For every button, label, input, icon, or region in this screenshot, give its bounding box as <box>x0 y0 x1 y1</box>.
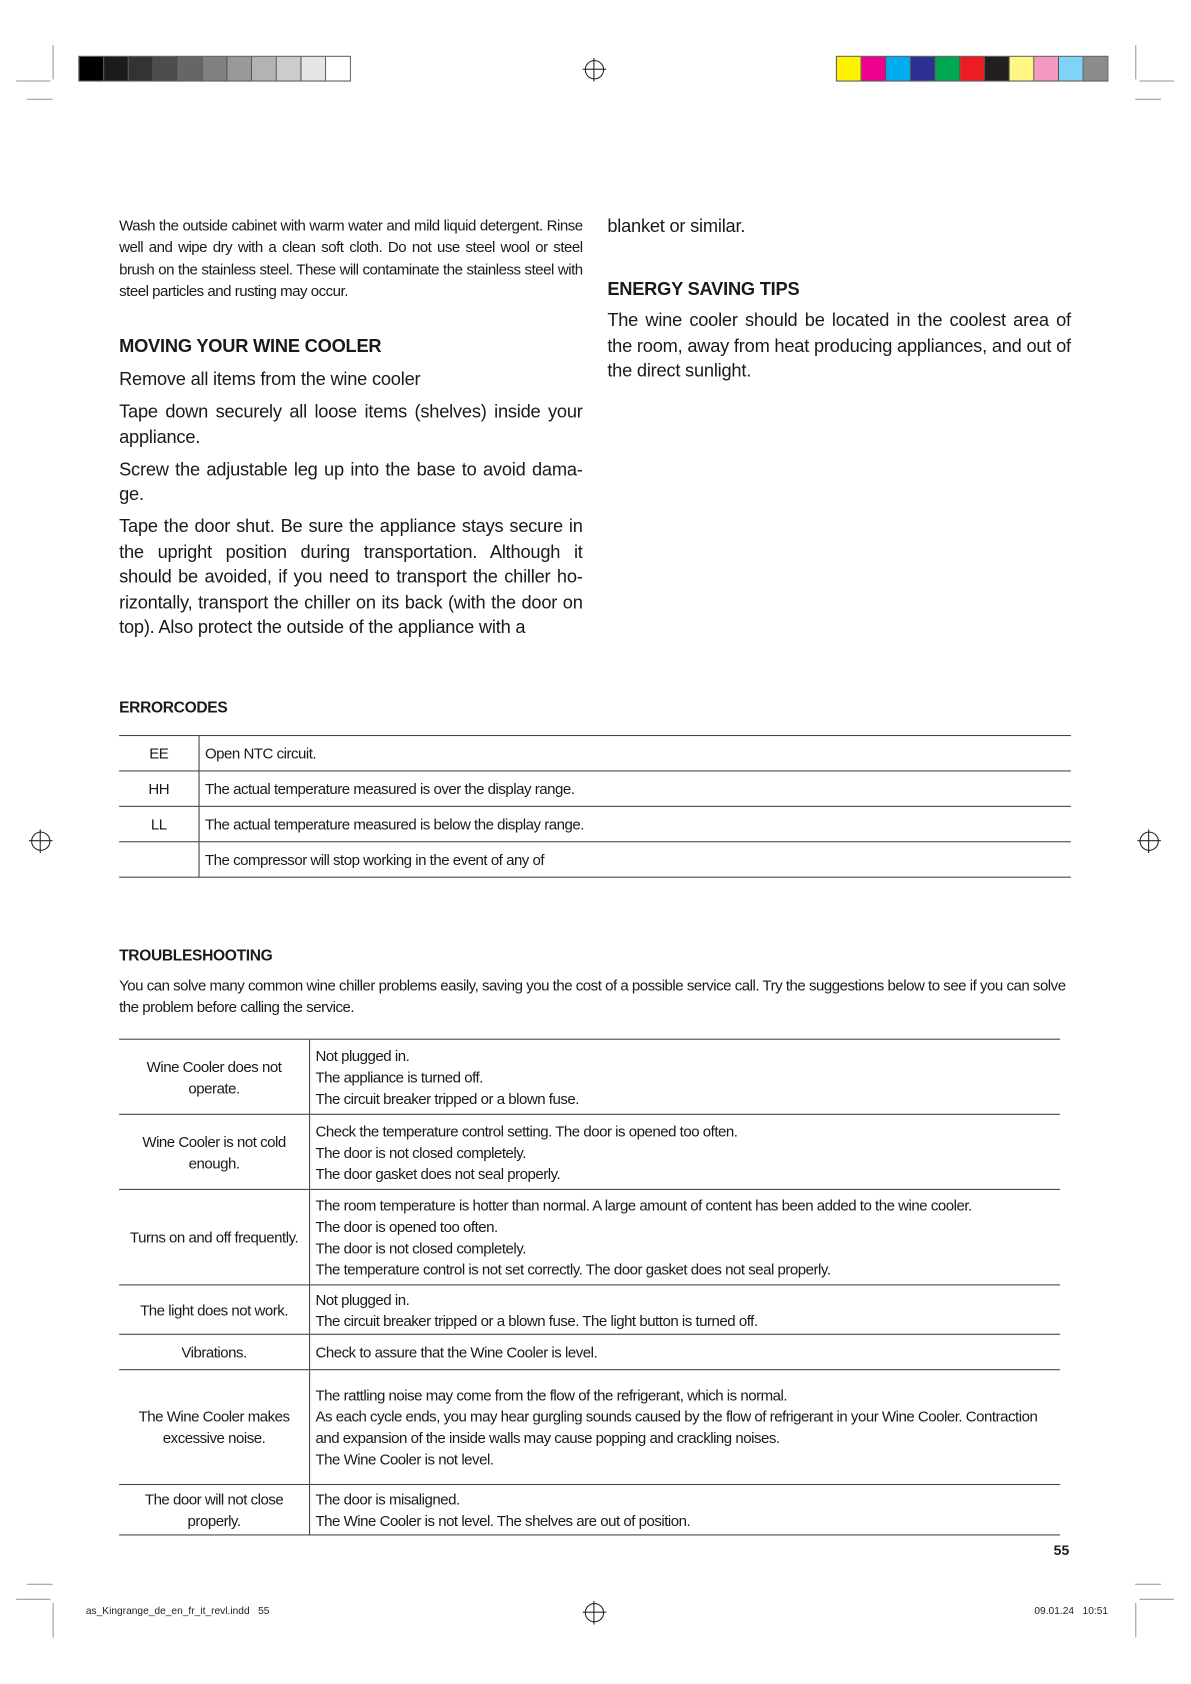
troubleshooting-row <box>119 1334 1060 1369</box>
possible-cause: The Wine Cooler is not level. <box>315 1450 494 1468</box>
crop-mark <box>16 1599 50 1600</box>
error-code: LL <box>119 806 199 841</box>
color-swatch <box>936 57 961 81</box>
possible-cause: Check to assure that the Wine Cooler is level. <box>315 1343 598 1361</box>
troubleshooting-row <box>119 1114 1060 1189</box>
color-swatch <box>985 57 1010 81</box>
crop-mark <box>16 80 50 81</box>
possible-cause: The door is misaligned. <box>315 1490 460 1508</box>
errorcode-row <box>119 771 1071 806</box>
color-swatch <box>129 57 154 81</box>
possible-cause: The Wine Cooler is not level. The shelves are out of position. <box>315 1511 691 1530</box>
footer-datetime: 09.01.24 10:51 <box>1034 1605 1109 1618</box>
color-swatch <box>1059 57 1084 81</box>
registration-mark-icon <box>585 1603 604 1622</box>
color-swatch <box>277 57 302 81</box>
causes-cell <box>310 1114 1061 1189</box>
error-code: EE <box>119 736 199 771</box>
crop-mark <box>1140 1599 1174 1600</box>
errorcode-row <box>119 806 1071 841</box>
crop-mark <box>53 1603 54 1637</box>
troubleshooting-table <box>119 1039 1060 1536</box>
error-description: The actual temperature measured is below the display range. <box>199 806 1071 841</box>
error-code: HH <box>119 771 199 806</box>
color-swatch <box>227 57 252 81</box>
errorcode-row <box>119 842 1071 877</box>
color-swatch <box>1034 57 1059 81</box>
possible-cause: Not plugged in. <box>315 1290 410 1308</box>
color-swatch <box>886 57 911 81</box>
problem: Wine Cooler does not operate. <box>119 1039 309 1114</box>
moving-item: Tape down securely all loose items (shelves) inside your appliance. <box>119 401 583 447</box>
problem: Vibrations. <box>119 1334 309 1369</box>
crop-mark <box>53 45 54 79</box>
possible-cause: The door is not closed completely. <box>315 1143 526 1161</box>
color-swatch <box>203 57 228 81</box>
problem: Turns on and off frequently. <box>119 1189 309 1284</box>
errorcodes-heading: ERRORCODES <box>119 699 228 717</box>
causes-cell <box>310 1484 1061 1534</box>
possible-cause: The door is not closed completely. <box>315 1239 526 1257</box>
causes-cell <box>310 1285 1061 1334</box>
causes-cell <box>310 1039 1061 1114</box>
possible-cause: Not plugged in. <box>315 1046 410 1064</box>
possible-cause: As each cycle ends, you may hear gurgling sounds caused by the flow of refrigerant in your Wine Cooler. Contraction and expansion of the inside walls may cause popping and crackling noises. <box>315 1407 1038 1447</box>
error-description: Open NTC circuit. <box>199 736 1071 771</box>
troubleshooting-row <box>119 1039 1060 1114</box>
moving-continuation: blanket or similar. <box>607 215 746 237</box>
causes-cell <box>310 1370 1061 1485</box>
color-swatch <box>252 57 277 81</box>
color-swatch <box>79 57 104 81</box>
moving-heading: MOVING YOUR WINE COOLER <box>119 335 382 357</box>
causes-cell <box>310 1189 1061 1284</box>
energy-text: The wine cooler should be located in the coolest area of the room, away from heat producing appliances, and out of the direct sunlight. <box>607 310 1071 381</box>
color-swatch <box>178 57 203 81</box>
possible-cause: Check the temperature control setting. The door is opened too often. <box>315 1121 738 1139</box>
cleaning-paragraph: Wash the outside cabinet with warm water and mild liquid detergent. Rinse well and wipe dry with a clean soft cloth. Do not use steel wool or steel brush on the stainless steel. These will contaminate the stainless steel with steel particles and rusting may occur. <box>119 216 583 300</box>
troubleshooting-row <box>119 1484 1060 1534</box>
moving-item: Remove all items from the wine cooler <box>119 369 421 390</box>
color-swatch <box>960 57 985 81</box>
moving-item: Screw the adjustable leg up into the base to avoid dama-ge. <box>119 458 583 505</box>
possible-cause: The door gasket does not seal properly. <box>315 1164 561 1182</box>
problem: The door will not close properly. <box>119 1484 309 1534</box>
moving-instructions <box>119 367 583 647</box>
color-swatch <box>862 57 887 81</box>
possible-cause: The circuit breaker tripped or a blown fuse. <box>315 1089 579 1107</box>
problem: The Wine Cooler makes excessive noise. <box>119 1370 309 1485</box>
error-description: The compressor will stop working in the event of any of <box>199 842 1071 877</box>
possible-cause: The circuit breaker tripped or a blown fuse. The light button is turned off. <box>315 1311 758 1329</box>
problem: The light does not work. <box>119 1285 309 1334</box>
color-swatch <box>326 57 350 81</box>
crop-mark <box>1140 80 1174 81</box>
color-swatch <box>104 57 129 81</box>
possible-cause: The room temperature is hotter than normal. A large amount of content has been added to the wine cooler. <box>315 1196 972 1214</box>
troubleshooting-intro: You can solve many common wine chiller problems easily, saving you the cost of a possible service call. Try the suggestions below to see if you can solve the problem before calling the service. <box>119 976 1066 1016</box>
errorcode-row <box>119 736 1071 771</box>
errorcodes-table <box>119 735 1071 878</box>
color-swatch <box>1084 57 1108 81</box>
energy-heading: ENERGY SAVING TIPS <box>607 278 800 300</box>
error-description: The actual temperature measured is over the display range. <box>199 771 1071 806</box>
color-swatch <box>302 57 327 81</box>
problem: Wine Cooler is not cold enough. <box>119 1114 309 1189</box>
possible-cause: The temperature control is not set correctly. The door gasket does not seal properly. <box>315 1260 831 1278</box>
troubleshooting-row <box>119 1189 1060 1284</box>
moving-item: Tape the door shut. Be sure the appliance stays secure in the upright position during transportation. Although it should be avoided, if you need to transport the chiller ho-rizontally, transport the chiller on its back (with the door on top). Also protect the outside of the appliance with a <box>119 516 583 638</box>
causes-cell <box>310 1334 1061 1369</box>
troubleshooting-row <box>119 1370 1060 1485</box>
crop-mark <box>27 99 53 100</box>
footer-filename: as_Kingrange_de_en_fr_it_revl.indd 55 <box>85 1605 270 1618</box>
troubleshooting-row <box>119 1285 1060 1334</box>
possible-cause: The appliance is turned off. <box>315 1068 483 1086</box>
crop-mark <box>27 1584 53 1585</box>
registration-mark-icon <box>1140 832 1159 851</box>
crop-mark <box>1135 1603 1136 1637</box>
crop-mark <box>1135 99 1161 100</box>
page-number: 55 <box>1053 1541 1070 1558</box>
color-swatch <box>837 57 862 81</box>
possible-cause: The rattling noise may come from the flow of the refrigerant, which is normal. <box>315 1386 788 1404</box>
registration-mark-icon <box>585 60 604 79</box>
possible-cause: The door is opened too often. <box>315 1217 498 1236</box>
color-swatch <box>153 57 178 81</box>
color-swatch <box>911 57 936 81</box>
troubleshooting-heading: TROUBLESHOOTING <box>119 947 273 965</box>
grayscale-color-bar <box>78 56 351 82</box>
crop-mark <box>1135 1584 1161 1585</box>
process-color-bar <box>836 56 1109 82</box>
color-swatch <box>1010 57 1035 81</box>
error-code <box>119 842 199 877</box>
registration-mark-icon <box>31 832 50 851</box>
crop-mark <box>1135 45 1136 79</box>
